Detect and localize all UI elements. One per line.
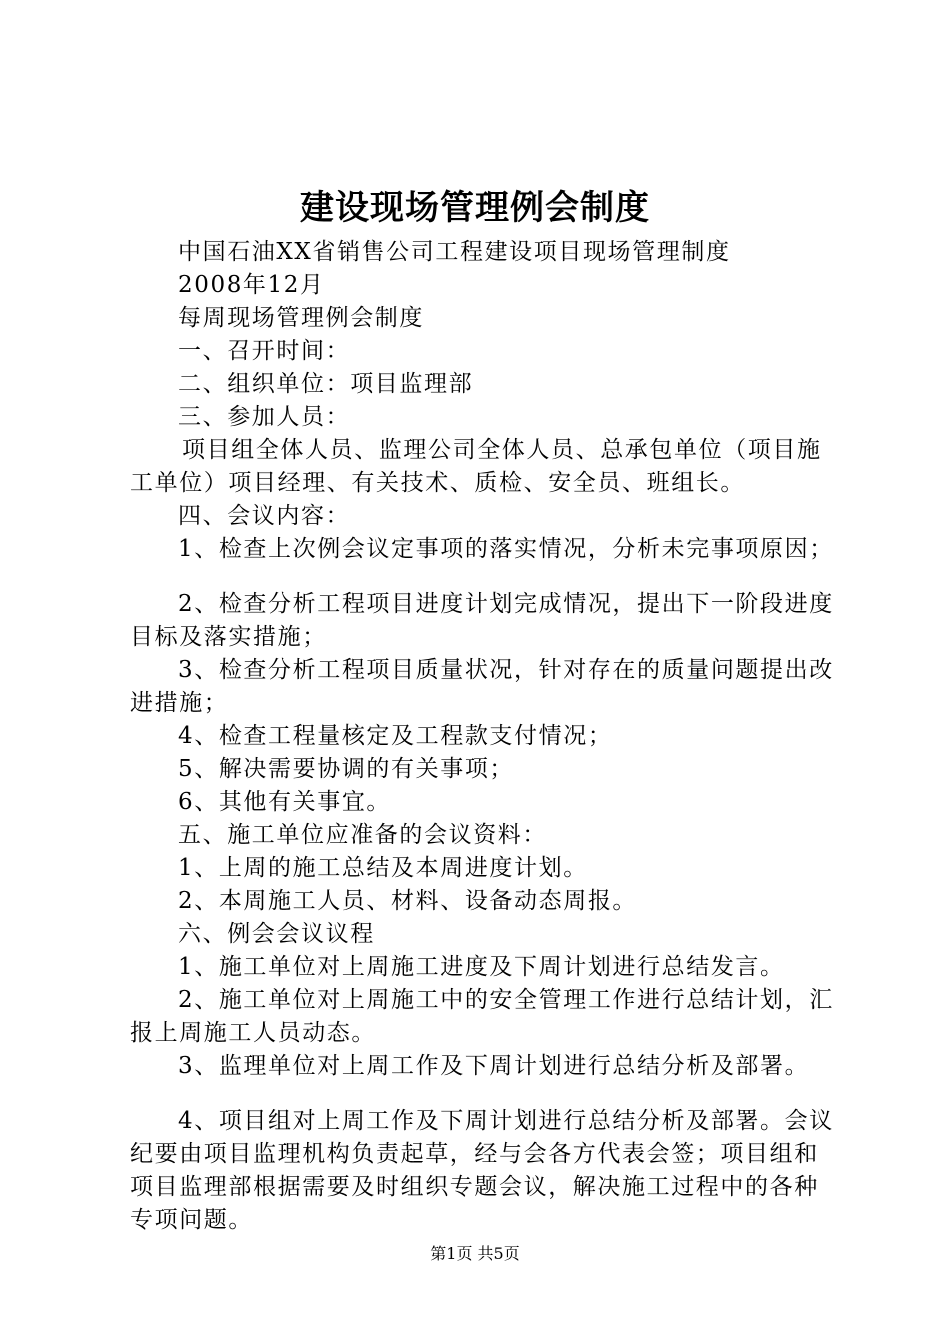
spacer [130,1083,842,1105]
content-item-3: 3、检查分析工程项目质量状况，针对存在的质量问题提出改进措施； [130,657,834,716]
section-time: 一、召开时间： [178,338,351,364]
page-footer: 第1页 共5页 [430,1244,520,1263]
agenda-item-2: 2、施工单位对上周施工中的安全管理工作进行总结计划，汇报上周施工人员动态。 [130,987,834,1046]
content-item-4: 4、检查工程量核定及工程款支付情况； [178,723,613,749]
section-organizer: 二、组织单位：项目监理部 [178,371,474,397]
content-item-6: 6、其他有关事宜。 [178,789,392,815]
section-attendees: 三、参加人员： [178,404,351,430]
content-item-2: 2、检查分析工程项目进度计划完成情况，提出下一阶段进度目标及落实措施； [130,591,834,650]
agenda-item-3: 3、监理单位对上周工作及下周计划进行总结分析及部署。 [178,1053,810,1079]
document-body [130,236,842,1237]
subtitle-line: 每周现场管理例会制度 [178,305,424,331]
attendees-paragraph: 项目组全体人员、监理公司全体人员、总承包单位（项目施工单位）项目经理、有关技术、质检、安全员、班组长。 [130,437,822,496]
materials-item-1: 1、上周的施工总结及本周进度计划。 [178,855,588,881]
date-line: 2008年12月 [178,272,325,298]
section-materials: 五、施工单位应准备的会议资料： [178,822,547,848]
document-title: 建设现场管理例会制度 [300,188,650,228]
content-item-5: 5、解决需要协调的有关事项； [178,756,515,782]
spacer [130,566,842,588]
agenda-item-1: 1、施工单位对上周施工进度及下周计划进行总结发言。 [178,954,785,980]
agenda-item-4: 4、项目组对上周工作及下周计划进行总结分析及部署。会议纪要由项目监理机构负责起草，经与会各方代表会签；项目组和项目监理部根据需要及时组织专题会议，解决施工过程中的各种专项问题。 [130,1108,834,1233]
materials-item-2: 2、本周施工人员、材料、设备动态周报。 [178,888,638,914]
section-content: 四、会议内容： [178,503,351,529]
section-agenda: 六、例会会议议程 [178,921,375,947]
content-item-1: 1、检查上次例会议定事项的落实情况，分析未完事项原因； [178,536,834,562]
company-line: 中国石油XX省销售公司工程建设项目现场管理制度 [178,239,731,265]
